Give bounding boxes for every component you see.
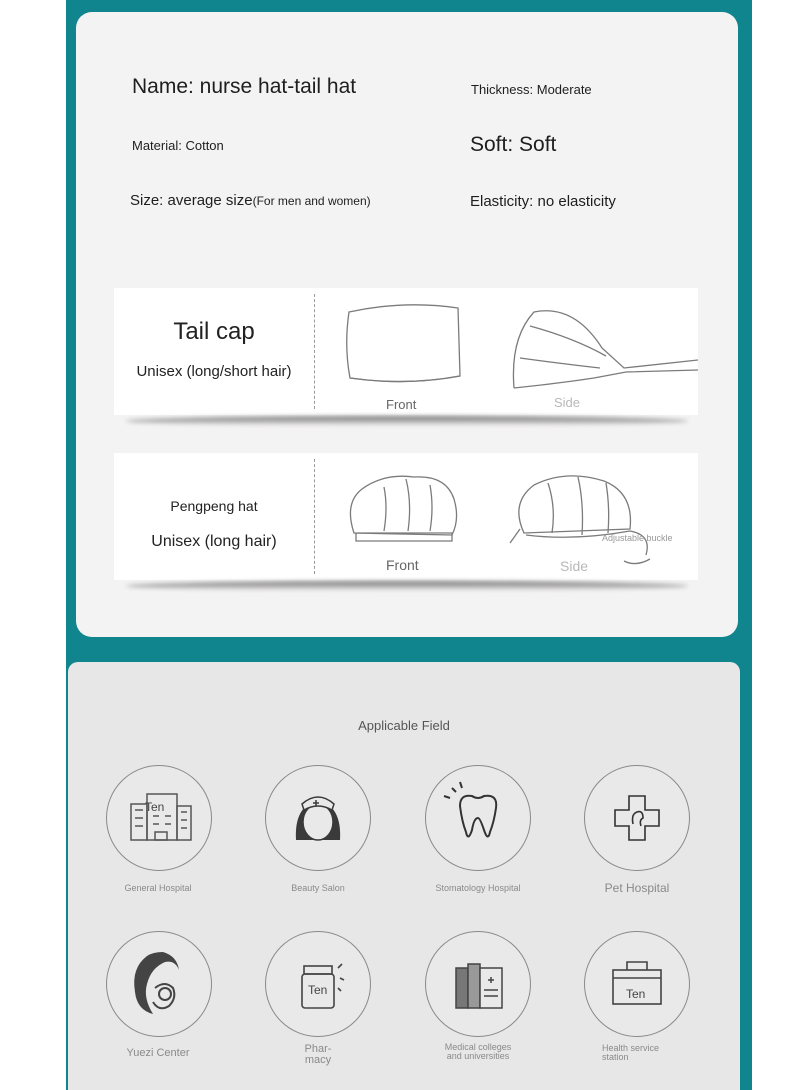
spec-name: Name: nurse hat-tail hat <box>132 75 357 98</box>
health-service-station-label <box>568 1044 692 1062</box>
pharmacy-label <box>248 1044 388 1066</box>
icon-ten-text: Ten <box>145 800 165 814</box>
pengpeng-hat-side-label: Side <box>560 558 589 574</box>
pharmacy-icon <box>265 931 371 1037</box>
applicable-field-panel <box>68 662 740 1090</box>
icon-ten-text: Ten <box>626 987 646 1001</box>
spec-soft: Soft: Soft <box>470 133 557 156</box>
tail-cap-subtitle: Unisex (long/short hair) <box>136 363 292 380</box>
medical-colleges-label-line2: and universities <box>446 1051 510 1061</box>
specs-card <box>76 12 738 637</box>
pengpeng-hat-title: Pengpeng hat <box>170 498 258 514</box>
medical-colleges-label-line1: Medical colleges <box>444 1042 512 1052</box>
adjustable-buckle-label: Adjustable buckle <box>602 533 673 543</box>
medical-colleges-label <box>408 1043 548 1061</box>
yuezi-center-icon <box>106 931 212 1037</box>
stomatology-hospital-icon <box>425 765 531 871</box>
tail-cap-side-label: Side <box>554 395 581 410</box>
health-service-label-line1: Health service <box>602 1043 660 1053</box>
tail-cap-front-label: Front <box>386 397 417 412</box>
pengpeng-hat-subtitle: Unisex (long hair) <box>151 533 277 550</box>
tail-cap-title: Tail cap <box>173 318 255 345</box>
medical-colleges-icon <box>425 931 531 1037</box>
row-shadow <box>126 581 688 591</box>
spec-elasticity: Elasticity: no elasticity <box>470 193 616 210</box>
spec-size-main: Size: average size <box>130 192 253 209</box>
beauty-salon-icon <box>265 765 371 871</box>
row-shadow <box>126 416 688 426</box>
spec-size <box>130 192 371 209</box>
general-hospital-label: General Hospital <box>124 883 192 893</box>
yuezi-center-label: Yuezi Center <box>126 1047 190 1059</box>
pengpeng-hat-row <box>114 453 698 580</box>
health-service-label-line2: station <box>602 1052 629 1062</box>
applicable-field-title: Applicable Field <box>358 718 450 733</box>
spec-size-note: (For men and women) <box>252 194 371 208</box>
pharmacy-label-line2: macy <box>304 1054 332 1066</box>
icon-ten-text: Ten <box>308 983 328 997</box>
pharmacy-label-line1: Phar- <box>304 1043 332 1055</box>
spec-material: Material: Cotton <box>132 138 224 153</box>
health-service-station-icon <box>584 931 690 1037</box>
beauty-salon-label: Beauty Salon <box>291 883 345 893</box>
pet-hospital-label: Pet Hospital <box>604 881 670 895</box>
general-hospital-icon <box>106 765 212 871</box>
tail-cap-drawing <box>334 298 698 413</box>
row-divider <box>314 459 315 574</box>
tail-cap-row <box>114 288 698 415</box>
stomatology-hospital-label: Stomatology Hospital <box>435 883 521 893</box>
row-divider <box>314 294 315 409</box>
pengpeng-hat-front-label: Front <box>386 557 419 573</box>
pet-hospital-icon <box>584 765 690 871</box>
spec-thickness: Thickness: Moderate <box>471 82 592 97</box>
